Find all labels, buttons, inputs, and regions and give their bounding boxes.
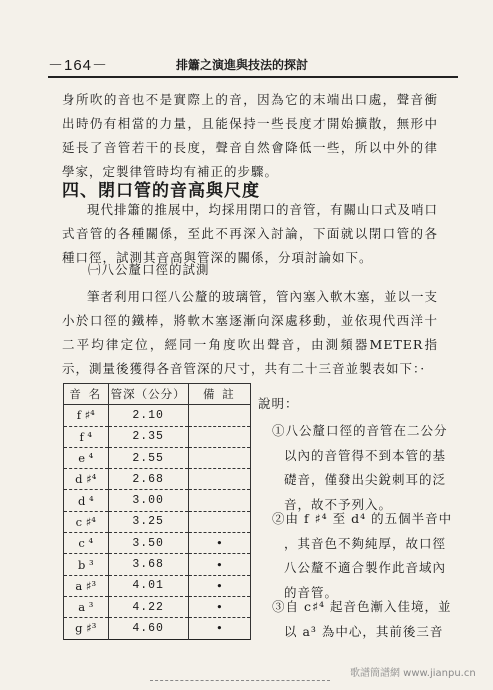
table-row [64, 618, 251, 639]
page-header [48, 54, 458, 78]
pipe-depth-cell: 2.68 [108, 469, 188, 490]
pipe-depth-cell: 4.01 [108, 575, 188, 596]
header-remarks: 備 註 [188, 384, 250, 405]
remark-cell [188, 405, 250, 426]
remark-cell [188, 426, 250, 447]
pipe-depth-cell: 4.60 [108, 618, 188, 639]
pipe-depth-cell: 2.10 [108, 405, 188, 426]
note-name-cell: f ♯⁴ [64, 405, 109, 426]
watermark: 歌譜簡譜網 www.jianpu.cn [350, 668, 476, 679]
note-item [272, 507, 453, 605]
remark-cell [188, 447, 250, 468]
table-row [64, 405, 251, 426]
table-row [64, 554, 251, 575]
note-line: ①八公釐口徑的音管在二公分 [272, 423, 448, 438]
remark-cell [188, 490, 250, 511]
table-row [64, 490, 251, 511]
note-line: ③自 c♯⁴ 起音色漸入佳境，並 [272, 599, 452, 614]
note-item [272, 419, 448, 517]
note-name-cell: g ♯³ [64, 618, 109, 639]
header-pipe-depth: 管深（公分） [108, 384, 188, 405]
note-line: 八公釐不適合製作此音域內 [284, 560, 447, 576]
pipe-depth-cell: 2.35 [108, 426, 188, 447]
note-name-cell: d ⁴ [64, 490, 109, 511]
note-line: 以 a³ 為中心，其前後三音 [284, 623, 444, 639]
pipe-depth-cell: 2.55 [108, 447, 188, 468]
page-number: －164－ [48, 57, 109, 74]
notes-title: 說明： [258, 396, 299, 411]
table-body [64, 405, 251, 639]
remark-cell: • [188, 596, 250, 617]
note-line: 以內的音管得不到本管的基 [284, 447, 447, 463]
pipe-depth-cell: 3.00 [108, 490, 188, 511]
note-name-cell: b ³ [64, 554, 109, 575]
remark-cell [188, 469, 250, 490]
section-paragraph: 現代排簫的推展中，均採用閉口的音管，有關山口式及哨口式音管的各種關係，至此不再深入討論，下面就以閉口管的各種口徑，試測其音高與管深的關係，分項討論如下。 [62, 202, 439, 265]
remark-cell: • [188, 533, 250, 554]
remark-cell: • [188, 575, 250, 596]
intro-paragraph: 身所吹的音也不是實際上的音，因為它的末端出口處，聲音衝出時仍有相當的力量，且能保持一些長度才開始擴散，無形中延長了音管若干的長度，聲音自然會降低一些，所以中外的律學家，定製律管時均有補正的步驟。 [62, 92, 438, 179]
table-row [64, 426, 251, 447]
note-line: 音，故不予列入。 [284, 496, 393, 512]
running-title: 排簫之演進與技法的探討 [176, 58, 309, 72]
remark-cell [188, 511, 250, 532]
remark-cell: • [188, 618, 250, 639]
table-row [64, 575, 251, 596]
note-name-cell: a ³ [64, 596, 109, 617]
note-name-cell: c ♯⁴ [64, 511, 109, 532]
header-note-name: 音 名 [64, 384, 109, 405]
note-name-cell: a ♯³ [64, 575, 109, 596]
note-line: 的音管。 [284, 584, 339, 600]
note-item [272, 595, 452, 644]
table-row [64, 596, 251, 617]
note-line: ，其音色不夠純厚，故口徑 [284, 535, 447, 551]
note-name-cell: c ⁴ [64, 533, 109, 554]
table-row [64, 533, 251, 554]
footer-rule [150, 680, 330, 682]
pipe-depth-cell: 3.25 [108, 511, 188, 532]
table-row [64, 469, 251, 490]
note-line: 礎音，僅發出尖銳刺耳的泛 [284, 472, 447, 488]
pipe-depth-cell: 4.22 [108, 596, 188, 617]
section-heading: 四、閉口管的音高與尺度 [62, 181, 260, 201]
pipe-depth-table [63, 383, 251, 640]
table-row [64, 511, 251, 532]
pipe-depth-cell: 3.68 [108, 554, 188, 575]
subsection-heading: ㈠八公釐口徑的試測 [88, 262, 210, 277]
table-row [64, 447, 251, 468]
pipe-depth-cell: 3.50 [108, 533, 188, 554]
note-name-cell: d ♯⁴ [64, 469, 109, 490]
note-name-cell: e ⁴ [64, 447, 109, 468]
method-paragraph: 筆者利用口徑八公釐的玻璃管，管內塞入軟木塞，並以一支小於口徑的鐵棒，將軟木塞逐漸向深處移動，並依現代西洋十二平均律定位，經同一角度吹出聲音，由測頻器METER指示，測量後獲得各音管深的尺寸，共有二十三音並製表如下：· [62, 289, 439, 376]
note-line: ②由 f ♯⁴ 至 d⁴ 的五個半音中 [272, 511, 453, 526]
note-name-cell: f ⁴ [64, 426, 109, 447]
remark-cell: • [188, 554, 250, 575]
